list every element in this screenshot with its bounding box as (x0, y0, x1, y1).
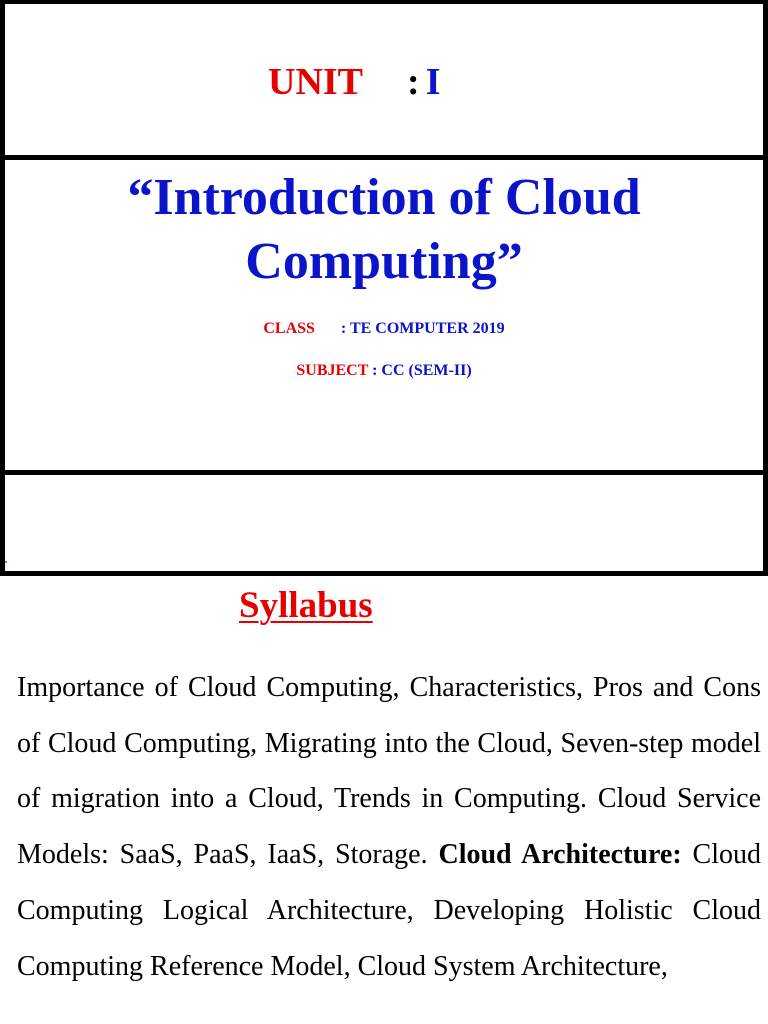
subject-line (0, 362, 768, 380)
class-label: CLASS (263, 320, 315, 337)
corner-dot (5, 561, 7, 563)
syllabus-bold-term: Cloud Architecture: (438, 839, 682, 871)
syllabus-text-part1: Importance of Cloud Computing, Characteristics, Pros and Cons of Cloud Computing, Migrating into the Cloud, Seven-step model of migration into a Cloud, Trends in Computing. Cloud Service Models: SaaS, PaaS, IaaS, Storage. (17, 672, 761, 871)
unit-number: I (425, 61, 441, 103)
unit-label: UNIT (268, 61, 364, 103)
class-line (0, 320, 768, 338)
unit-heading (268, 60, 440, 104)
subject-label: SUBJECT (296, 362, 369, 379)
title-line-1: “Introduction of Cloud (127, 169, 641, 226)
subject-value: : CC (SEM-II) (372, 362, 472, 379)
syllabus-heading: Syllabus (239, 585, 373, 626)
unit-separator: : (407, 61, 420, 103)
syllabus-paragraph (17, 660, 761, 994)
class-value: : TE COMPUTER 2019 (340, 320, 505, 337)
empty-box (0, 475, 768, 576)
title-line-2: Computing” (245, 233, 523, 290)
syllabus-text-part2: Cloud Computing Logical Architecture, Developing Holistic Cloud Computing Reference Model, Cloud System Architecture, (17, 839, 761, 982)
document-title (0, 166, 768, 294)
